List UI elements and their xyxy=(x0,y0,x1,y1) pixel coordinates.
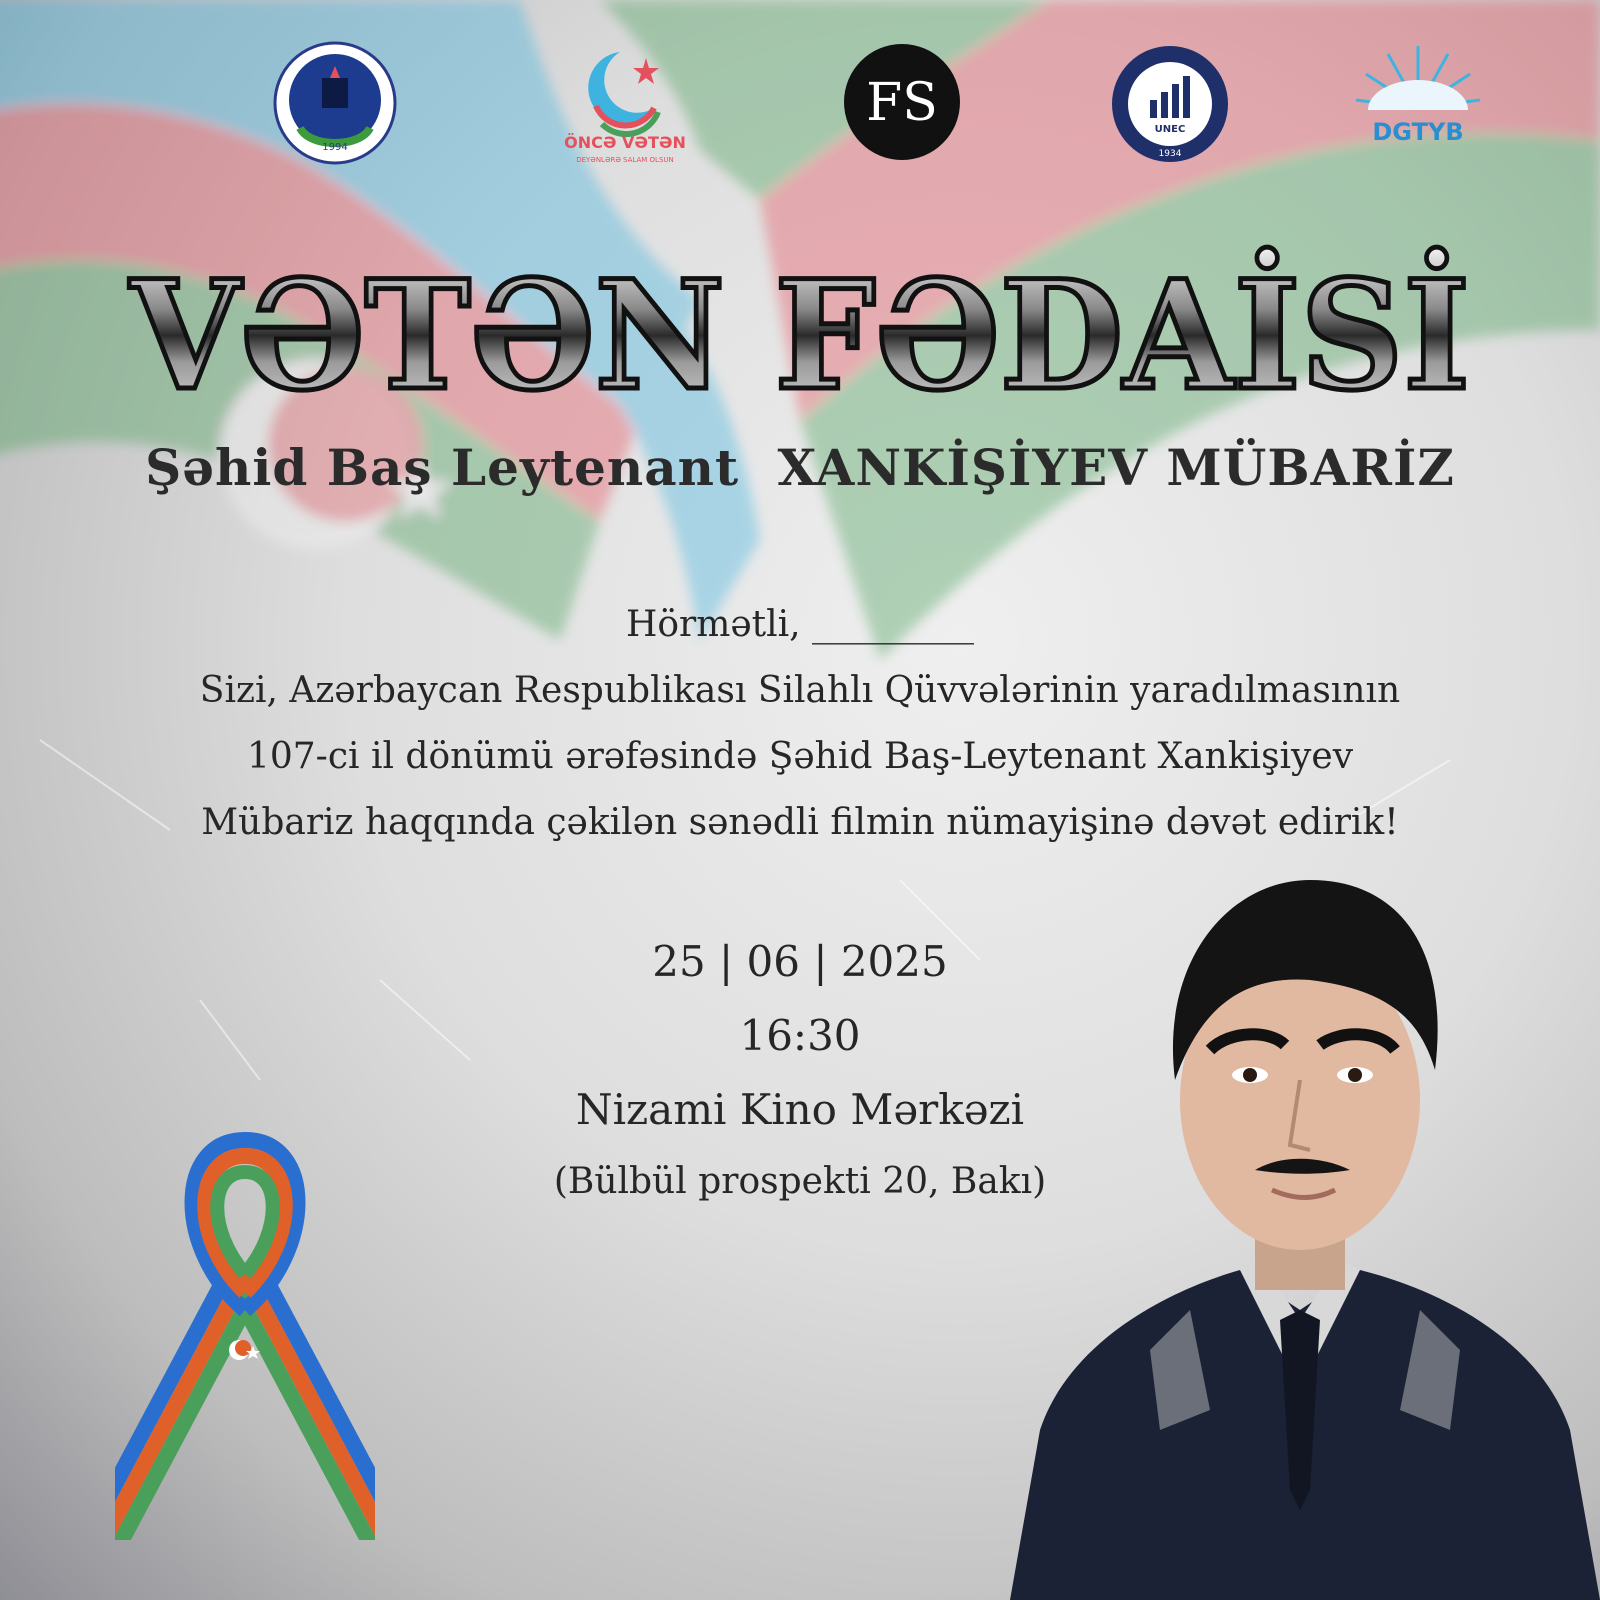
svg-text:1994: 1994 xyxy=(322,142,348,153)
event-time: 16:30 xyxy=(739,1011,861,1060)
invitation-line: 107-ci il dönümü ərəfəsində Şəhid Baş-Leytenant Xankişiyev xyxy=(246,736,1354,777)
rank-label: Şəhid Baş Leytenant xyxy=(145,438,740,497)
hero-name: XANKİŞİYEV MÜBARİZ xyxy=(777,438,1455,497)
greeting: Hörmətli, _________ xyxy=(625,604,975,645)
subtitle xyxy=(0,438,1600,497)
unec-college-logo xyxy=(1110,44,1230,164)
svg-text:UNEC: UNEC xyxy=(1154,124,1186,135)
ribbon-icon xyxy=(115,1120,375,1540)
headline xyxy=(0,228,1600,418)
event-address: (Bülbül prospekti 20, Bakı) xyxy=(553,1161,1047,1202)
once-veten-logo xyxy=(550,38,700,168)
svg-text:DGTYB: DGTYB xyxy=(1372,118,1464,146)
invitation-line: Sizi, Azərbaycan Respublikası Silahlı Qüvvələrinin yaradılmasının xyxy=(199,670,1401,711)
svg-text:DEYƏNLƏRƏ SALAM OLSUN: DEYƏNLƏRƏ SALAM OLSUN xyxy=(576,156,674,164)
portrait-image xyxy=(1010,870,1600,1600)
svg-text:FS: FS xyxy=(866,73,938,133)
svg-text:ÖNCƏ VƏTƏN: ÖNCƏ VƏTƏN xyxy=(564,133,686,152)
event-date: 25 | 06 | 2025 xyxy=(652,937,948,986)
fs-monogram-logo xyxy=(842,42,962,162)
svg-text:1934: 1934 xyxy=(1158,149,1182,159)
invitation-text xyxy=(100,592,1500,856)
veterans-union-emblem xyxy=(270,38,400,168)
invitation-line: Mübariz haqqında çəkilən sənədli filmin nümayişinə dəvət edirik! xyxy=(201,802,1399,843)
headline-text: VƏTƏN FƏDAİSİ xyxy=(130,248,1541,418)
dgtyb-logo xyxy=(1348,36,1488,166)
event-venue: Nizami Kino Mərkəzi xyxy=(575,1085,1025,1134)
